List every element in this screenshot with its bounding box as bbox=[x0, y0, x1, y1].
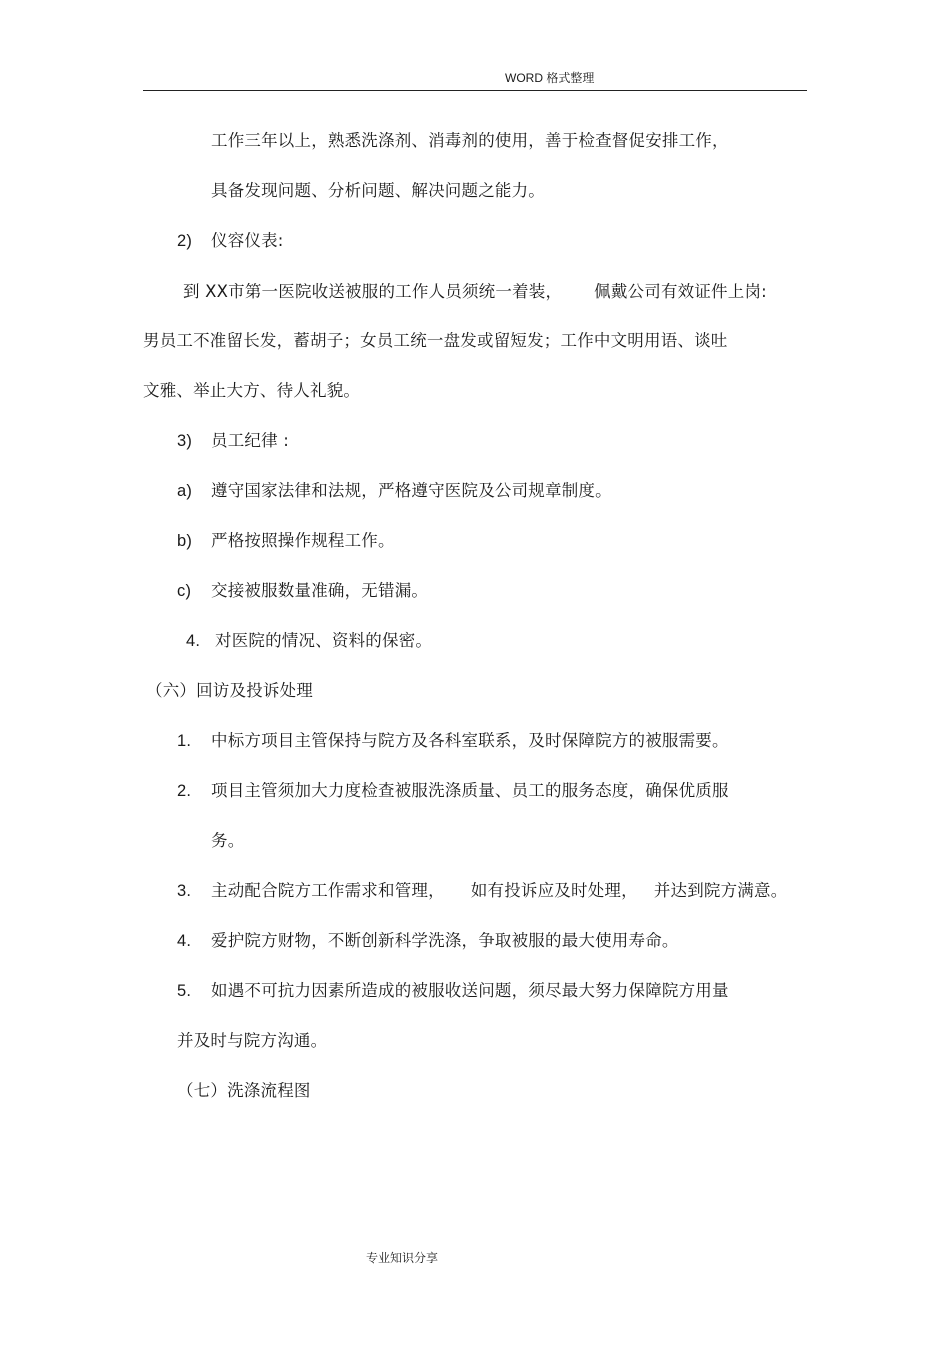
list-item-text: 如遇不可抗力因素所造成的被服收送问题，须尽最大努力保障院方用量 bbox=[211, 981, 729, 1000]
list-item-text: 仪容仪表: bbox=[211, 231, 284, 250]
list-item bbox=[177, 730, 729, 752]
list-item bbox=[177, 430, 289, 452]
list-item-text: 爱护院方财物，不断创新科学洗涤，争取被服的最大使用寿命。 bbox=[211, 931, 679, 950]
text-segment: 到 XX市第一医院收送被服的工作人员须统一着装， bbox=[183, 282, 563, 301]
list-item bbox=[177, 580, 428, 602]
list-marker: b) bbox=[177, 532, 193, 550]
text-segment: 如有投诉应及时处理， bbox=[470, 881, 638, 900]
list-item-text: 项目主管须加大力度检查被服洗涤质量、员工的服务态度，确保优质服 bbox=[211, 781, 729, 800]
paragraph-line: 工作三年以上，熟悉洗涤剂、消毒剂的使用，善于检查督促安排工作， bbox=[211, 131, 729, 150]
header-title: WORD 格式整理 bbox=[505, 71, 595, 85]
list-marker: 4. bbox=[177, 932, 192, 950]
list-item bbox=[177, 930, 679, 952]
list-item-text: 遵守国家法律和法规，严格遵守医院及公司规章制度。 bbox=[211, 481, 612, 500]
section-heading: （七）洗涤流程图 bbox=[177, 1081, 311, 1100]
list-item bbox=[177, 980, 729, 1002]
list-marker: 4. bbox=[186, 632, 201, 650]
list-item-text: 对医院的情况、资料的保密。 bbox=[215, 631, 433, 650]
list-item-text: 员工纪律 : bbox=[211, 431, 290, 450]
list-item bbox=[186, 630, 432, 652]
list-item bbox=[177, 530, 395, 552]
list-marker: 5. bbox=[177, 982, 192, 1000]
page-header bbox=[0, 70, 950, 90]
text-segment: 佩戴公司有效证件上岗: bbox=[594, 282, 767, 301]
list-marker: c) bbox=[177, 582, 192, 600]
paragraph-line: 文雅、举止大方、待人礼貌。 bbox=[143, 381, 361, 400]
paragraph-line: 男员工不准留长发，蓄胡子；女员工统一盘发或留短发；工作中文明用语、谈吐 bbox=[143, 331, 728, 350]
header-divider bbox=[143, 90, 807, 91]
list-item-text: 严格按照操作规程工作。 bbox=[211, 531, 395, 550]
list-marker: a) bbox=[177, 482, 193, 500]
text-segment: 主动配合院方工作需求和管理， bbox=[211, 881, 445, 900]
list-item-text: 中标方项目主管保持与院方及各科室联系，及时保障院方的被服需要。 bbox=[211, 731, 729, 750]
list-item bbox=[177, 880, 787, 902]
paragraph-line: 务。 bbox=[211, 831, 245, 850]
text-segment: 并达到院方满意。 bbox=[653, 881, 788, 900]
paragraph-line: 并及时与院方沟通。 bbox=[177, 1031, 328, 1050]
section-heading: （六）回访及投诉处理 bbox=[146, 681, 313, 700]
list-marker: 3) bbox=[177, 432, 193, 450]
list-marker: 2. bbox=[177, 782, 192, 800]
list-item bbox=[177, 780, 729, 802]
list-marker: 2) bbox=[177, 232, 193, 250]
list-marker: 3. bbox=[177, 882, 192, 900]
list-marker: 1. bbox=[177, 732, 192, 750]
list-item bbox=[177, 480, 612, 502]
paragraph-line bbox=[183, 281, 767, 303]
page-footer: 专业知识分享 bbox=[366, 1251, 439, 1265]
list-item-text: 交接被服数量准确，无错漏。 bbox=[211, 581, 429, 600]
list-item bbox=[177, 230, 284, 252]
paragraph-line: 具备发现问题、分析问题、解决问题之能力。 bbox=[211, 181, 545, 200]
